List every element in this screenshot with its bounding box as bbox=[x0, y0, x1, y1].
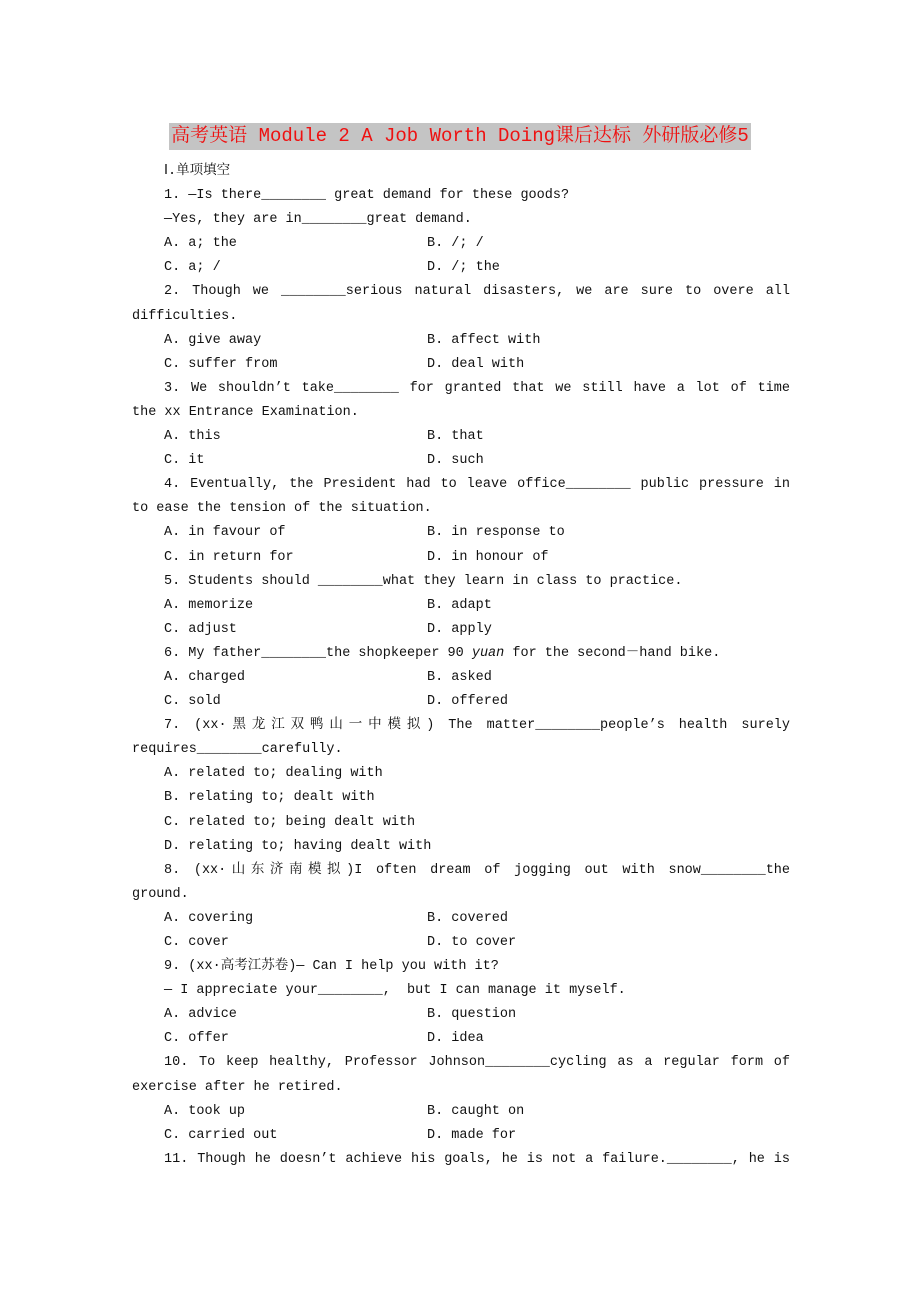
document-title: 高考英语 Module 2 A Job Worth Doing课后达标 外研版必修5 bbox=[169, 123, 751, 150]
option-row bbox=[132, 907, 790, 931]
question-continuation: difficulties. bbox=[132, 308, 238, 324]
option-left: A. this bbox=[164, 429, 221, 445]
option-left: A. in favour of bbox=[164, 525, 286, 541]
option-row bbox=[132, 835, 790, 859]
option-row bbox=[132, 521, 790, 545]
question-continuation: to ease the tension of the situation. bbox=[132, 501, 432, 517]
option-left: C. it bbox=[164, 453, 205, 469]
option: B. relating to; dealt with bbox=[164, 790, 375, 806]
option-row bbox=[132, 1124, 790, 1148]
option-left: C. sold bbox=[164, 694, 221, 710]
option-row bbox=[132, 256, 790, 280]
option-row bbox=[132, 1100, 790, 1124]
question-continuation: requires________carefully. bbox=[132, 742, 343, 758]
option-row bbox=[132, 931, 790, 955]
option-left: C. adjust bbox=[164, 621, 237, 637]
option-right: B. adapt bbox=[427, 597, 492, 613]
option: C. related to; being dealt with bbox=[164, 814, 416, 830]
option-row bbox=[132, 786, 790, 810]
option-row bbox=[132, 546, 790, 570]
option-right: D. idea bbox=[427, 1031, 484, 1047]
option-right: B. in response to bbox=[427, 525, 565, 541]
document-body bbox=[132, 160, 790, 1172]
option-right: B. that bbox=[427, 429, 484, 445]
option-left: C. carried out bbox=[164, 1127, 278, 1143]
option-row bbox=[132, 618, 790, 642]
option-right: D. apply bbox=[427, 621, 492, 637]
question-continuation: the xx Entrance Examination. bbox=[132, 404, 359, 420]
option-left: A. took up bbox=[164, 1103, 246, 1119]
option-left: A. charged bbox=[164, 669, 246, 685]
section-heading: Ⅰ.单项填空 bbox=[164, 164, 231, 179]
option-row bbox=[132, 666, 790, 690]
question-line: 10. To keep healthy, Professor Johnson________cycling as a regular form of bbox=[164, 1055, 790, 1071]
question-line: 3. We shouldn’t take________ for granted that we still have a lot of time bbox=[164, 380, 790, 396]
question-continuation: exercise after he retired. bbox=[132, 1079, 343, 1095]
option-row bbox=[132, 1003, 790, 1027]
option-right: B. affect with bbox=[427, 332, 541, 348]
option-left: A. memorize bbox=[164, 597, 254, 613]
option-row bbox=[132, 762, 790, 786]
option-right: D. offered bbox=[427, 694, 509, 710]
question-line: 8. (xx·山东济南模拟)I often dream of jogging out with snow________the bbox=[164, 862, 790, 878]
option-right: B. asked bbox=[427, 669, 492, 685]
question-line: 9. (xx·高考江苏卷)— Can I help you with it? bbox=[164, 959, 499, 975]
option-left: C. in return for bbox=[164, 549, 294, 565]
title-container bbox=[0, 123, 920, 150]
option-right: D. to cover bbox=[427, 935, 517, 950]
option-row bbox=[132, 232, 790, 256]
option-right: B. /; / bbox=[427, 236, 484, 252]
option-right: B. caught on bbox=[427, 1103, 525, 1119]
option-row bbox=[132, 329, 790, 353]
question-line bbox=[132, 642, 790, 666]
option-row bbox=[132, 594, 790, 618]
question-text: for the second－hand bike. bbox=[504, 645, 721, 661]
option-right: D. deal with bbox=[427, 356, 525, 372]
option-left: A. a; the bbox=[164, 236, 237, 252]
question-line: 11. Though he doesn’t achieve his goals, he is not a failure.________, he is bbox=[164, 1151, 790, 1167]
option: A. related to; dealing with bbox=[164, 766, 383, 782]
option-left: A. advice bbox=[164, 1007, 237, 1023]
question-line: 4. Eventually, the President had to leave office________ public pressure in bbox=[164, 477, 790, 493]
question-line: 5. Students should ________what they learn in class to practice. bbox=[164, 573, 683, 589]
question-continuation: — I appreciate your________, but I can manage it myself. bbox=[164, 983, 626, 999]
option-right: D. such bbox=[427, 453, 484, 469]
option-left: A. covering bbox=[164, 910, 254, 926]
option-row bbox=[132, 1027, 790, 1051]
question-line: 7. (xx·黑龙江双鸭山一中模拟) The matter________people’s health surely bbox=[164, 718, 790, 734]
option-row bbox=[132, 449, 790, 473]
question-continuation: ground. bbox=[132, 886, 189, 902]
option-row bbox=[132, 425, 790, 449]
option-right: B. covered bbox=[427, 910, 509, 926]
question-line: 1. —Is there________ great demand for these goods? bbox=[164, 188, 570, 204]
option: D. relating to; having dealt with bbox=[164, 838, 432, 854]
option-row bbox=[132, 811, 790, 835]
option-right: D. /; the bbox=[427, 260, 500, 276]
option-right: D. in honour of bbox=[427, 549, 549, 565]
option-left: C. suffer from bbox=[164, 356, 278, 372]
option-row bbox=[132, 690, 790, 714]
option-left: C. offer bbox=[164, 1031, 229, 1047]
option-right: D. made for bbox=[427, 1127, 517, 1143]
question-continuation: —Yes, they are in________great demand. bbox=[164, 212, 472, 228]
option-row bbox=[132, 353, 790, 377]
option-left: C. cover bbox=[164, 935, 229, 950]
option-left: C. a; / bbox=[164, 260, 221, 276]
question-line: 2. Though we ________serious natural disasters, we are sure to overe all bbox=[164, 284, 790, 300]
option-right: B. question bbox=[427, 1007, 517, 1023]
option-left: A. give away bbox=[164, 332, 262, 348]
question-text-italic: yuan bbox=[471, 645, 505, 661]
question-text: 6. My father________the shopkeeper 90 bbox=[164, 645, 472, 661]
